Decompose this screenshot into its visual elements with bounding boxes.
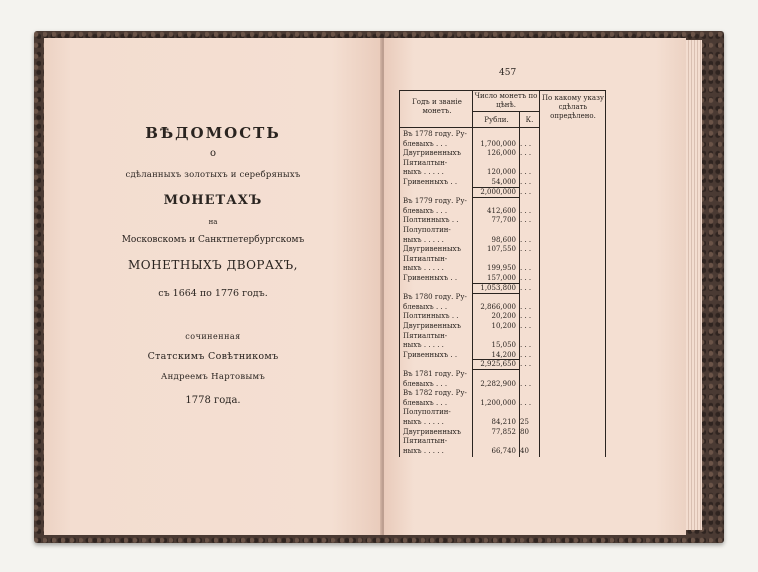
row-label: Гривенныхъ . . (403, 274, 458, 282)
row-rubles: 14,200 (491, 350, 516, 359)
row-kopecks: . . . (520, 168, 532, 177)
row-label: блевыхъ . . . (403, 206, 448, 215)
row-label: Въ 1779 году. Ру- (403, 197, 467, 206)
row-kopecks: . . . (520, 178, 532, 186)
row-kopecks: . . . (520, 302, 532, 311)
row-divider (400, 127, 540, 128)
total-rule (472, 283, 520, 284)
title-line-composed: сочиненная (185, 332, 241, 341)
title-line-courts: Московскомъ и Санктпетербургскомъ (121, 235, 305, 245)
header-decree: По какому указу сдѣлать опредѣлено. (541, 94, 605, 120)
row-rubles: 126,000 (487, 149, 516, 158)
total-rule (472, 293, 520, 294)
row-rubles: 1,053,800 (480, 283, 516, 292)
row-label: Полтинныхъ . . (403, 216, 459, 225)
row-rubles: 1,700,000 (480, 139, 516, 148)
row-kopecks: . . . (520, 187, 532, 196)
header-kop: К. (525, 116, 534, 124)
total-rule (472, 369, 520, 370)
title-line-author: Андреемъ Нартовымъ (160, 372, 266, 382)
row-kopecks: . . . (520, 206, 532, 215)
row-rubles: 15,050 (491, 341, 516, 350)
row-kopecks: . . . (520, 398, 532, 407)
row-label: Въ 1782 году. Ру- (403, 389, 467, 398)
row-label: Въ 1780 году. Ру- (403, 293, 467, 302)
title-line-councillor: Статскимъ Совѣтникомъ (147, 351, 279, 362)
row-label: ныхъ . . . . . (403, 264, 444, 273)
row-kopecks: . . . (520, 149, 532, 158)
header-count: Число монетъ по цѣнѣ. (474, 92, 538, 109)
row-kopecks: 80 (520, 427, 529, 436)
header-rub: Рубли. (484, 116, 509, 124)
row-kopecks: . . . (520, 350, 532, 359)
row-divider (472, 111, 539, 112)
row-kopecks: . . . (520, 245, 532, 254)
row-label: блевыхъ . . . (403, 398, 448, 407)
row-rubles: 2,925,650 (480, 360, 516, 369)
row-label: ныхъ . . . . . (403, 446, 444, 455)
row-rubles: 10,200 (491, 322, 516, 330)
mint-table (399, 90, 606, 457)
row-rubles: 54,000 (491, 178, 516, 186)
title-line-na: на (208, 218, 218, 226)
row-label: ныхъ . . . . . (403, 168, 444, 177)
left-page (44, 38, 382, 535)
header-year: Годъ и званіе монетъ. (412, 98, 462, 115)
page-number: 457 (499, 68, 517, 78)
row-kopecks: . . . (520, 283, 532, 292)
title-line-date: 1778 года. (185, 395, 241, 406)
row-label: Полтинныхъ . . (403, 312, 459, 321)
row-rubles: 120,000 (487, 168, 516, 177)
row-rubles: 98,600 (491, 235, 516, 244)
col-divider (472, 91, 473, 457)
row-rubles: 157,000 (487, 274, 516, 282)
row-kopecks: 25 (520, 418, 529, 426)
col-divider (605, 91, 606, 457)
row-rubles: 2,866,000 (480, 302, 516, 311)
row-kopecks: 40 (520, 446, 529, 455)
row-label: Пятиалтын- (403, 158, 448, 167)
row-label: Гривенныхъ . . (403, 178, 458, 186)
row-label: Двугривенныхъ (403, 149, 461, 158)
col-divider (539, 91, 540, 457)
right-page (384, 38, 686, 535)
row-kopecks: . . . (520, 341, 532, 350)
row-rubles: 84,210 (491, 418, 516, 426)
total-rule (472, 187, 520, 188)
row-label: Двугривенныхъ (403, 245, 461, 254)
row-label: Въ 1781 году. Ру- (403, 370, 467, 378)
row-label: Пятиалтын- (403, 437, 448, 446)
row-rubles: 2,282,900 (480, 379, 516, 388)
row-rubles: 107,550 (487, 245, 516, 254)
row-kopecks: . . . (520, 216, 532, 225)
row-label: Двугривенныхъ (403, 427, 461, 436)
row-rubles: 412,600 (487, 206, 516, 215)
row-kopecks: . . . (520, 379, 532, 388)
row-rubles: 77,700 (491, 216, 516, 225)
row-label: Двугривенныхъ (403, 322, 461, 330)
row-rubles: 1,200,000 (480, 398, 516, 407)
row-label: блевыхъ . . . (403, 139, 448, 148)
title-line-o: о (209, 148, 217, 159)
row-kopecks: . . . (520, 235, 532, 244)
row-label: ныхъ . . . . . (403, 341, 444, 350)
row-label: Полуполтин- (403, 408, 451, 417)
row-label: ныхъ . . . . . (403, 418, 444, 426)
row-rubles: 77,852 (491, 427, 516, 436)
row-label: ныхъ . . . . . (403, 235, 444, 244)
row-rubles: 2,000,000 (480, 187, 516, 196)
row-label: Гривенныхъ . . (403, 350, 458, 359)
title-line-years: съ 1664 по 1776 годъ. (158, 288, 268, 299)
row-label: Въ 1778 году. Ру- (403, 130, 467, 138)
total-rule (472, 359, 520, 360)
row-rubles: 199,950 (487, 264, 516, 273)
row-kopecks: . . . (520, 264, 532, 273)
title-line-coins: МОНЕТАХЪ (163, 193, 263, 208)
title-line-made: сдѣланныхъ золотыхъ и серебряныхъ (125, 170, 301, 180)
page-title: ВѢДОМОСТЬ (145, 124, 281, 142)
row-label: Пятиалтын- (403, 254, 448, 263)
row-kopecks: . . . (520, 139, 532, 148)
row-kopecks: . . . (520, 322, 532, 330)
row-label: Пятиалтын- (403, 331, 448, 340)
row-rubles: 66,740 (491, 446, 516, 455)
row-label: Полуполтин- (403, 226, 451, 234)
row-label: блевыхъ . . . (403, 302, 448, 311)
title-line-mint: МОНЕТНЫХЪ ДВОРАХЪ, (128, 258, 298, 272)
row-kopecks: . . . (520, 274, 532, 282)
total-rule (472, 197, 520, 198)
row-label: блевыхъ . . . (403, 379, 448, 388)
row-kopecks: . . . (520, 312, 532, 321)
row-rubles: 20,200 (491, 312, 516, 321)
row-kopecks: . . . (520, 360, 532, 369)
